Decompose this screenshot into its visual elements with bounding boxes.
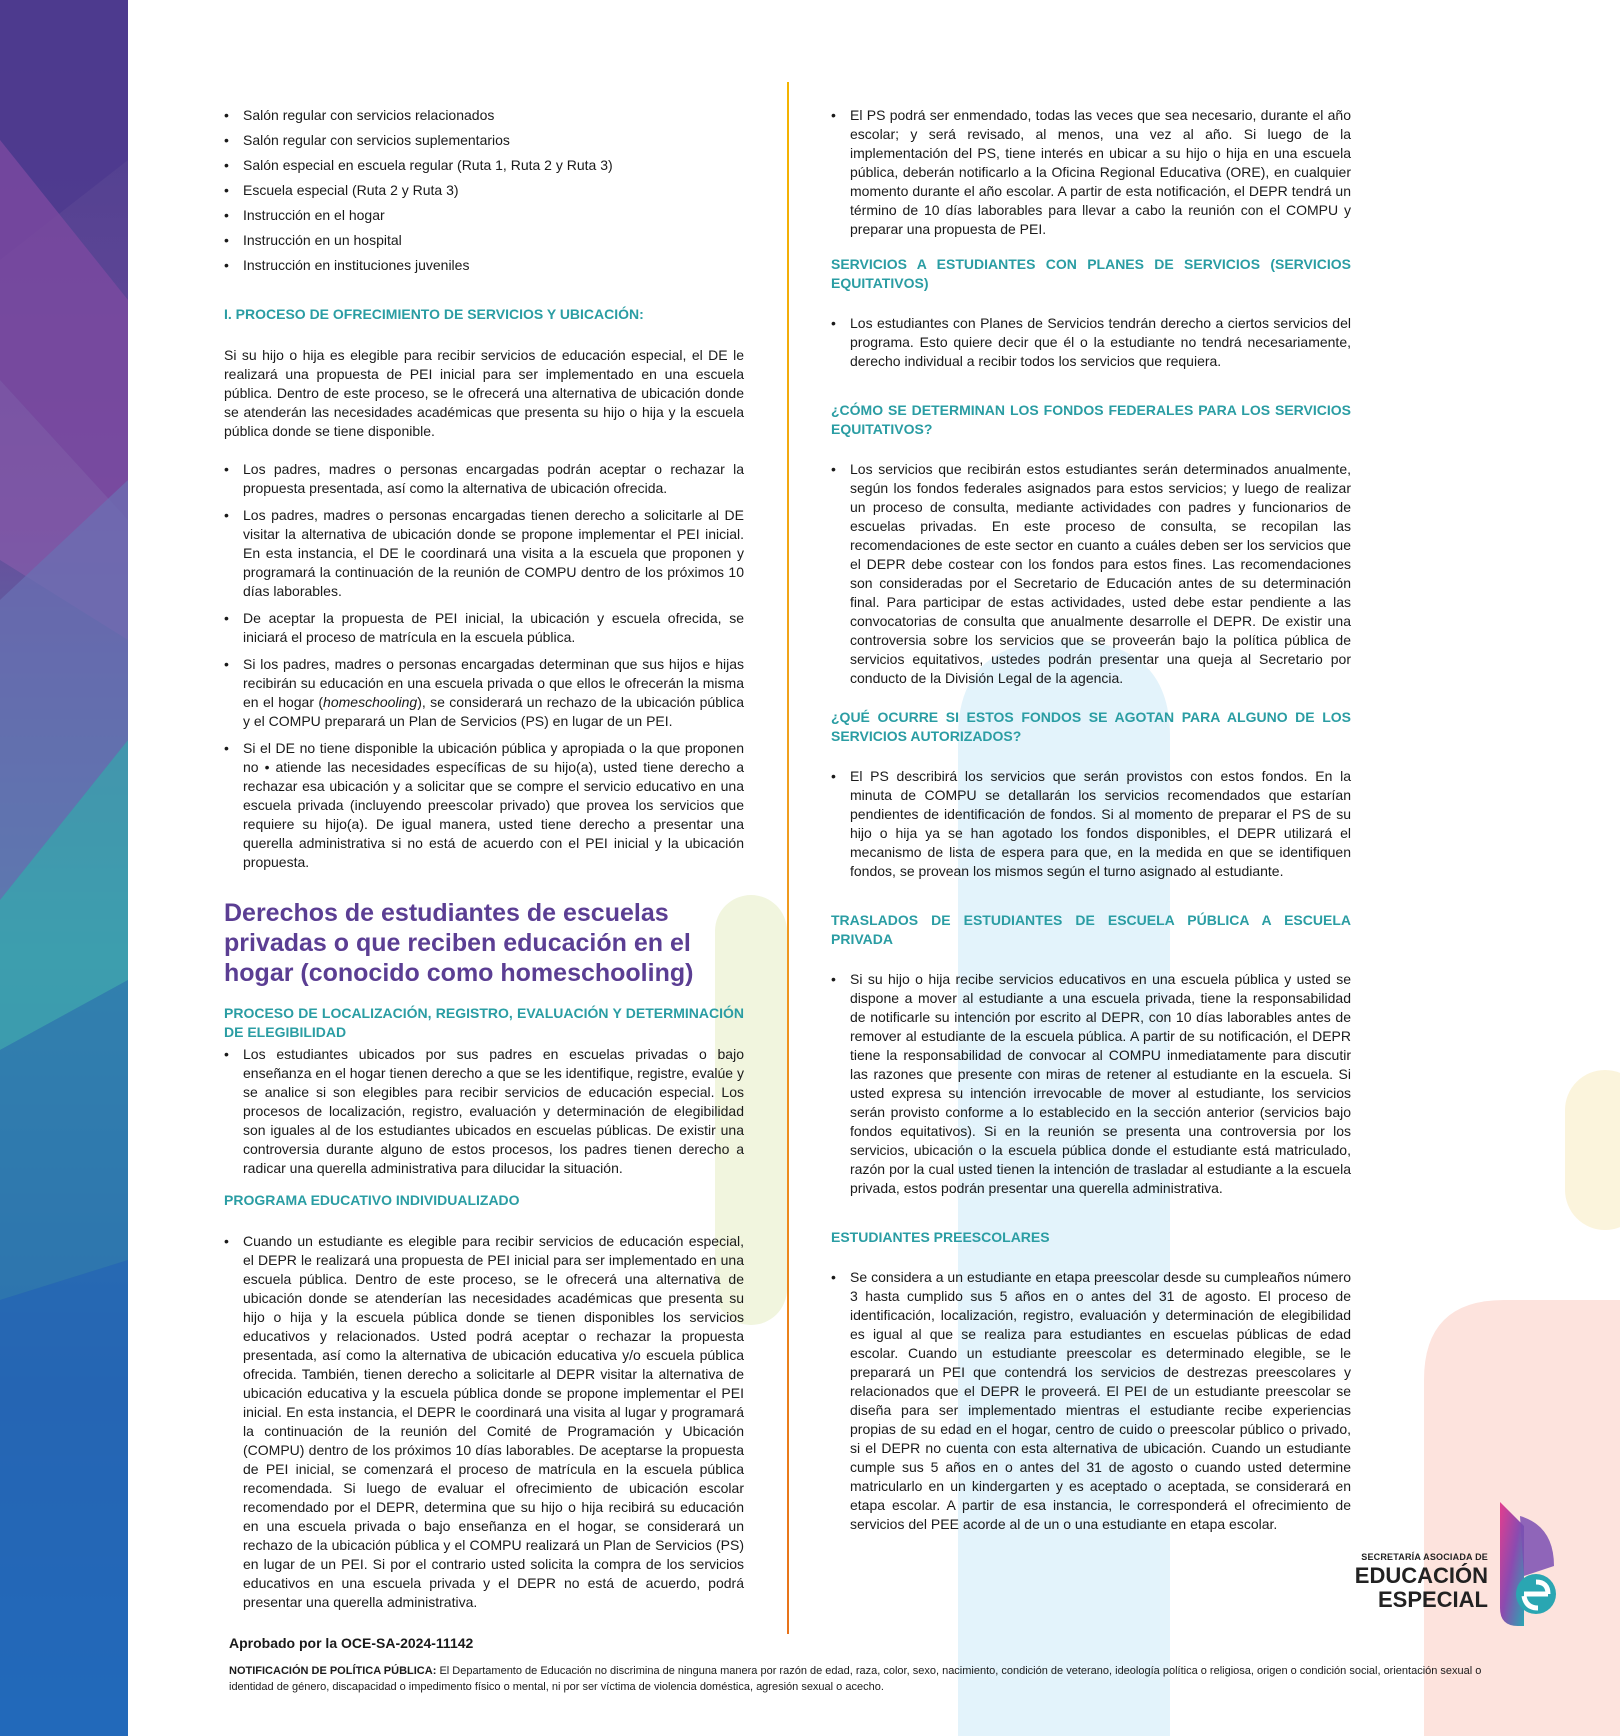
list-item: • Los estudiantes ubicados por sus padres en escuelas privadas o bajo enseñanza en el hogar tienen derecho a que se les identifique, registre, evalúe y se analice si son elegibles para recibir servicios de educación especial. Los procesos de localización, registro, evaluación y determinación de elegibilidad son iguales al de los estudiantes ubicados en escuelas públicas. De existir una controversia durante alguno de estos procesos, los padres tienen derecho a radicar una querella administrativa para dilucidar la situación. — [224, 1045, 744, 1178]
logo-subtitle: SECRETARÍA ASOCIADA DE — [1361, 1552, 1488, 1562]
list-item: • Instrucción en instituciones juveniles — [224, 256, 744, 275]
left-column — [224, 106, 744, 1620]
notice-label: NOTIFICACIÓN DE POLÍTICA PÚBLICA: — [229, 1665, 437, 1677]
list-item: • De aceptar la propuesta de PEI inicial, la ubicación y escuela ofrecida, se iniciará el proceso de matrícula en la escuela pública. — [224, 609, 744, 647]
logo-line-2: ESPECIAL — [1377, 1587, 1488, 1612]
decorative-sidebar — [0, 0, 128, 1736]
public-policy-notice — [229, 1663, 1499, 1695]
preescolares-bullets — [831, 1268, 1351, 1534]
list-item: • Salón regular con servicios relacionados — [224, 106, 744, 125]
list-item: • Instrucción en un hospital — [224, 231, 744, 250]
list-item: • El PS podrá ser enmendado, todas las veces que sea necesario, durante el año escolar; y será revisado, al menos, una vez al año. Si luego de la implementación del PS, tiene interés en ubicar a su hijo o hija en una escuela pública, deberán notificarlo a la Oficina Regional Educativa (ORE), en cualquier momento durante el año escolar. A partir de esta notificación, el DEPR tendrá un término de 10 días laborables para llevar a cabo la reunión con el COMPU y preparar una propuesta de PEI. — [831, 106, 1351, 239]
list-item: • Si su hijo o hija recibe servicios educativos en una escuela pública y usted se dispone a mover al estudiante a una escuela privada, tiene la responsabilidad de notificarle su intención por escrito al DEPR, con 10 días laborables antes de remover al estudiante de la escuela pública. A partir de su notificación, el DEPR tiene la responsabilidad de convocar al COMPU inmediatamente para discutir las razones que presente con miras de retener al estudiante en la escuela. Si usted expresa su intención irrevocable de mover al estudiante, los servicios serán provisto conforme a lo establecido en la sección anterior (servicios bajo fondos equitativos). Si en la reunión se presenta una controversia por los servicios, ubicación o la escuela pública donde el estudiante está matriculado, razón por la cual usted tienen la intención de trasladar al estudiante a la escuela privada, estos podrán presentar una querella administrativa. — [831, 970, 1351, 1198]
agotan-bullets — [831, 767, 1351, 881]
localizacion-bullets — [224, 1045, 744, 1178]
list-item: • Los padres, madres o personas encargadas podrán aceptar o rechazar la propuesta presentada, así como la alternativa de ubicación ofrecida. — [224, 460, 744, 498]
section-heading-ofrecimiento: I. PROCESO DE OFRECIMIENTO DE SERVICIOS Y UBICACIÓN: — [224, 306, 644, 322]
list-item: • Los servicios que recibirán estos estudiantes serán determinados anualmente, según los fondos federales asignados para estos servicios; y luego de realizar un proceso de consulta, mediante actividades con padres y funcionarios de escuelas privadas. En este proceso de consulta, se recopilan las recomendaciones de este sector en cuanto a cuáles deben ser los servicios que el DEPR debe costear con los fondos para estos fines. Las recomendaciones son consideradas por el Secretario de Educación antes de su determinación final. Para participar de estas actividades, usted debe estar pendiente a las convocatorias de consulta que anualmente desarrolle el DEPR. De existir una controversia sobre los servicios que se proveerán bajo la política pública de servicios equitativos, ustedes podrán presentar una queja al Secretario por conducto de la División Legal de la agencia. — [831, 460, 1351, 688]
big-heading-private-schools: Derechos de estudiantes de escuelas privadas o que reciben educación en el hogar (conocido como homeschooling) — [224, 899, 694, 987]
list-item: • Cuando un estudiante es elegible para recibir servicios de educación especial, el DEPR le realizará una propuesta de PEI inicial para ser implementado en una escuela pública. Dentro de este proceso, se le ofrecerá una alternativa de ubicación donde se atenderían las necesidades académicas que presenta su hijo o hija y la escuela pública donde se tienen disponibles los servicios educativos y relacionados. Usted podrá aceptar o rechazar la propuesta presentada, así como la alternativa de ubicación educativa y/o escuela pública ofrecida. También, tienen derecho a solicitarle al DEPR visitar la alternativa de ubicación educativa y la escuela pública donde se propone implementar el PEI inicial. En esta instancia, el DEPR le coordinará una visita al lugar y programará la continuación de la reunión del Comité de Programación y Ubicación (COMPU) dentro de los próximos 10 días laborables. De aceptarse la propuesta de PEI inicial, se comenzará el proceso de matrícula en la escuela pública recomendada. Si luego de evaluar el ofrecimiento de ubicación escolar recomendado por el DEPR, determina que su hijo o hija recibirá su educación en una escuela privada o bajo enseñanza en el hogar, se considerará un rechazo de la ubicación pública y el COMPU realizará un Plan de Servicios (PS) en lugar de un PEI. Si por el contrario usted solicita la compra de los servicios educativos en una escuela privada y el DEPR no está de acuerdo, podrá presentar una querella administrativa. — [224, 1232, 744, 1612]
text-run: Si los padres, madres o personas encargadas determinan que sus hijos e hijas recibirán su educación en una escuela privada o que ellos le ofrecerán la misma en el hogar ( — [243, 656, 744, 710]
text-run: ), se considerará un rechazo de la ubicación pública y el COMPU preparará un Plan de Servicios (PS) en lugar de un PEI. — [243, 694, 744, 729]
list-item: • Escuela especial (Ruta 2 y Ruta 3) — [224, 181, 744, 200]
italic-term: homeschooling — [323, 694, 418, 710]
list-item: • Los estudiantes con Planes de Servicios tendrán derecho a ciertos servicios del programa. Esto quiere decir que él o la estudiante no tendrá necesariamente, derecho individual a recibir todos los servicios que requiera. — [831, 314, 1351, 371]
section-heading-agotan: ¿QUÉ OCURRE SI ESTOS FONDOS SE AGOTAN PARA ALGUNO DE LOS SERVICIOS AUTORIZADOS? — [831, 709, 1351, 744]
traslados-bullets — [831, 970, 1351, 1198]
list-item: • Salón regular con servicios suplementarios — [224, 131, 744, 150]
section-heading-equitativos: SERVICIOS A ESTUDIANTES CON PLANES DE SERVICIOS (SERVICIOS EQUITATIVOS) — [831, 256, 1351, 291]
section-heading-traslados: TRASLADOS DE ESTUDIANTES DE ESCUELA PÚBLICA A ESCUELA PRIVADA — [831, 912, 1351, 947]
section-heading-pei: PROGRAMA EDUCATIVO INDIVIDUALIZADO — [224, 1192, 520, 1208]
educacion-especial-logo — [1336, 1496, 1566, 1632]
logo-e-mark-icon — [1494, 1496, 1564, 1632]
list-item: • Instrucción en el hogar — [224, 206, 744, 225]
pale-yellow-pill — [1565, 1070, 1620, 1230]
pei-bullets — [224, 1232, 744, 1612]
section-heading-fondos: ¿CÓMO SE DETERMINAN LOS FONDOS FEDERALES PARA LOS SERVICIOS EQUITATIVOS? — [831, 402, 1351, 437]
section-heading-preescolares: ESTUDIANTES PREESCOLARES — [831, 1229, 1050, 1245]
list-item: • Si el DE no tiene disponible la ubicación pública y apropiada o la que proponen no • atiende las necesidades específicas de su hijo(a), usted tiene derecho a rechazar esa ubicación y a solicitar que se compre el servicio educativo en una escuela privada (incluyendo preescolar privado) que provea los servicios que requiere su hijo(a). De igual manera, usted tiene derecho a presentar una querella administrativa si no está de acuerdo con el PEI inicial y la ubicación propuesta. — [224, 739, 744, 872]
list-item: • Salón especial en escuela regular (Ruta 1, Ruta 2 y Ruta 3) — [224, 156, 744, 175]
column-divider — [787, 82, 789, 1634]
ofrecimiento-bullets — [224, 460, 744, 872]
footer — [229, 1634, 1499, 1695]
list-item: • El PS describirá los servicios que serán provistos con estos fondos. En la minuta de COMPU se detallarán los servicios recomendados que estarían pendientes de identificación de fondos. Si al momento de preparar el PS de su hijo o hija ya se han agotado los fondos disponibles, el DEPR utilizará el mecanismo de lista de espera para que, en la medida en que se identifiquen fondos, se provean los mismos según el turno asignado al estudiante. — [831, 767, 1351, 881]
right-column — [831, 106, 1351, 1542]
approval-code: Aprobado por la OCE-SA-2024-11142 — [229, 1635, 474, 1651]
list-item: • Los padres, madres o personas encargadas tienen derecho a solicitarle al DE visitar la alternativa de ubicación donde se propone implementar el PEI inicial. En esta instancia, el DE le coordinará una visita a la escuela que proponen y programará la continuación de la reunión de COMPU dentro de los próximos 10 días laborables. — [224, 506, 744, 601]
paragraph-ofrecimiento: Si su hijo o hija es elegible para recibir servicios de educación especial, el DE le realizará una propuesta de PEI inicial para ser implementado en una escuela pública. Dentro de este proceso, se le ofrecerá una alternativa de ubicación donde se atenderán las necesidades académicas que presenta su hijo o hija y la escuela pública donde se tiene disponible. — [224, 347, 744, 439]
equitativos-bullets — [831, 314, 1351, 371]
list-item: • Se considera a un estudiante en etapa preescolar desde su cumpleaños número 3 hasta cumplido sus 5 años en o antes del 31 de agosto. El proceso de identificación, localización, registro, evaluación y determinación de elegibilidad es igual al que se realiza para estudiantes en escuelas públicas de edad escolar. Cuando un estudiante preescolar es determinado elegible, se le preparará un PEI que contendrá los servicios de destrezas preescolares y relacionados que el DEPR le proveerá. El PEI de un estudiante preescolar se diseña para ser implementado mientras el estudiante recibe experiencias propias de su edad en el hogar, centro de cuido o preescolar público o privado, si el DEPR no cuenta con esta alternativa de ubicación. Cuando un estudiante cumple sus 5 años en o antes del 31 de agosto o cuando usted determine matricularlo en un kindergarten y es aceptado o aceptada, se considerará en etapa escolar. A partir de esa instancia, le corresponderá el ofrecimiento de servicios del PEE acorde al de un o una estudiante en etapa escolar. — [831, 1268, 1351, 1534]
ps-bullets — [831, 106, 1351, 239]
list-item-homeschooling — [224, 655, 744, 731]
fondos-bullets — [831, 460, 1351, 688]
section-heading-localizacion: PROCESO DE LOCALIZACIÓN, REGISTRO, EVALUACIÓN Y DETERMINACIÓN DE ELEGIBILIDAD — [224, 1005, 744, 1040]
placement-list — [224, 106, 744, 275]
notice-text: El Departamento de Educación no discrimina de ninguna manera por razón de edad, raza, color, sexo, nacimiento, condición de veterano, ideología política o religiosa, origen o condición social, orientación sexual o identidad de género, discapacidad o impedimento físico o mental, ni por ser víctima de violencia doméstica, agresión sexual o acecho. — [229, 1665, 1482, 1693]
logo-line-1: EDUCACIÓN — [1354, 1563, 1488, 1588]
